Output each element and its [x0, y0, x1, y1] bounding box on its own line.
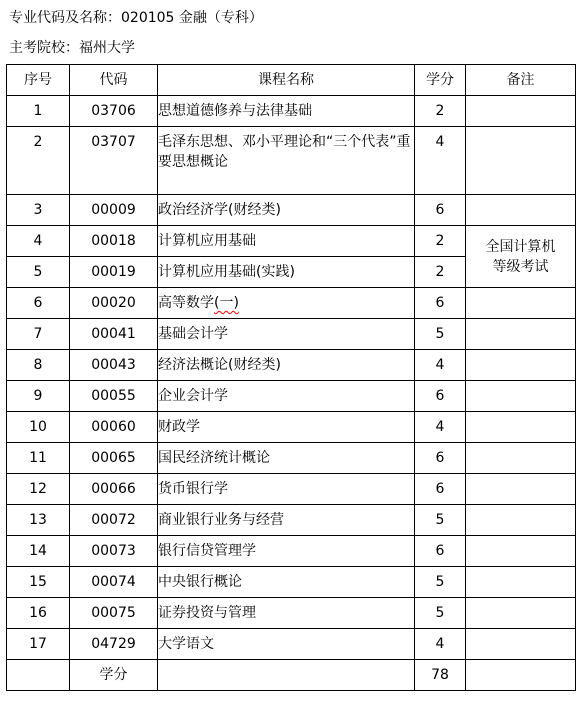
- row-course-name: 经济法概论(财经类): [158, 350, 415, 381]
- row-note: [466, 598, 576, 629]
- row-course-name: 毛泽东思想、邓小平理论和“三个代表”重要思想概论: [158, 127, 415, 195]
- row-credit: 4: [415, 412, 466, 443]
- row-course-name: 思想道德修养与法律基础: [158, 96, 415, 127]
- row-code: 00074: [70, 567, 158, 598]
- row-no: 5: [7, 257, 70, 288]
- table-row: [7, 474, 576, 505]
- row-no: 7: [7, 319, 70, 350]
- row-course-name: 大学语文: [158, 629, 415, 660]
- row-note: [466, 319, 576, 350]
- row-credit: 5: [415, 567, 466, 598]
- row-no: 1: [7, 96, 70, 127]
- row-course-name: 政治经济学(财经类): [158, 195, 415, 226]
- row-code: 00043: [70, 350, 158, 381]
- row-code: 03706: [70, 96, 158, 127]
- col-header-credit: 学分: [415, 65, 466, 96]
- row-credit: 5: [415, 598, 466, 629]
- table-row: [7, 536, 576, 567]
- total-note: [466, 660, 576, 691]
- row-note: [466, 474, 576, 505]
- table-row: [7, 629, 576, 660]
- row-no: 4: [7, 226, 70, 257]
- table-row: [7, 288, 576, 319]
- row-code: 00072: [70, 505, 158, 536]
- row-note: [466, 629, 576, 660]
- row-credit: 6: [415, 474, 466, 505]
- row-note: [466, 412, 576, 443]
- col-header-code: 代码: [70, 65, 158, 96]
- row-note: [466, 195, 576, 226]
- row-credit: 5: [415, 319, 466, 350]
- col-header-no: 序号: [7, 65, 70, 96]
- spellcheck-underline: (一): [214, 295, 239, 311]
- row-code: 00073: [70, 536, 158, 567]
- table-row: [7, 598, 576, 629]
- row-note: [466, 127, 576, 195]
- table-header-row: [7, 65, 576, 96]
- total-no: [7, 660, 70, 691]
- row-note: [466, 350, 576, 381]
- table-row: [7, 567, 576, 598]
- table-row: [7, 443, 576, 474]
- row-credit: 5: [415, 505, 466, 536]
- row-course-name: 商业银行业务与经营: [158, 505, 415, 536]
- row-code: 04729: [70, 629, 158, 660]
- row-no: 15: [7, 567, 70, 598]
- row-code: 00055: [70, 381, 158, 412]
- row-credit: 6: [415, 443, 466, 474]
- row-note: [466, 505, 576, 536]
- row-code: 00066: [70, 474, 158, 505]
- row-note: [466, 96, 576, 127]
- course-table: [6, 64, 576, 691]
- row-credit: 4: [415, 629, 466, 660]
- row-credit: 6: [415, 288, 466, 319]
- row-code: 00060: [70, 412, 158, 443]
- row-course-name: 基础会计学: [158, 319, 415, 350]
- note-line-2: 等级考试: [492, 258, 549, 275]
- table-row: [7, 505, 576, 536]
- row-course-name: 中央银行概论: [158, 567, 415, 598]
- row-code: 00075: [70, 598, 158, 629]
- total-credit: 78: [415, 660, 466, 691]
- row-course-name: 货币银行学: [158, 474, 415, 505]
- row-credit: 6: [415, 536, 466, 567]
- row-credit: 2: [415, 96, 466, 127]
- row-credit: 6: [415, 381, 466, 412]
- table-row: [7, 195, 576, 226]
- row-credit: 2: [415, 226, 466, 257]
- table-row: [7, 319, 576, 350]
- row-no: 10: [7, 412, 70, 443]
- row-no: 3: [7, 195, 70, 226]
- row-course-name: 证券投资与管理: [158, 598, 415, 629]
- row-no: 8: [7, 350, 70, 381]
- row-code: 03707: [70, 127, 158, 195]
- row-no: 13: [7, 505, 70, 536]
- row-no: 9: [7, 381, 70, 412]
- row-credit: 4: [415, 350, 466, 381]
- row-note-merged: [466, 226, 576, 288]
- row-no: 17: [7, 629, 70, 660]
- row-note: [466, 381, 576, 412]
- table-row: [7, 96, 576, 127]
- row-no: 2: [7, 127, 70, 195]
- row-course-name: 计算机应用基础: [158, 226, 415, 257]
- row-code: 00018: [70, 226, 158, 257]
- course-name-prefix: 高等数学: [158, 295, 214, 311]
- row-no: 14: [7, 536, 70, 567]
- col-header-name: 课程名称: [158, 65, 415, 96]
- table-total-row: [7, 660, 576, 691]
- row-no: 12: [7, 474, 70, 505]
- total-label: 学分: [70, 660, 158, 691]
- note-line-1: 全国计算机: [485, 238, 556, 255]
- table-row: [7, 127, 576, 195]
- row-note: [466, 288, 576, 319]
- total-name: [158, 660, 415, 691]
- major-title: 专业代码及名称：020105 金融（专科）: [9, 10, 263, 26]
- row-course-name: 财政学: [158, 412, 415, 443]
- row-no: 6: [7, 288, 70, 319]
- row-credit: 2: [415, 257, 466, 288]
- row-credit: 4: [415, 127, 466, 195]
- row-code: 00041: [70, 319, 158, 350]
- row-code: 00020: [70, 288, 158, 319]
- row-note: [466, 536, 576, 567]
- table-row: [7, 350, 576, 381]
- row-course-name: 计算机应用基础(实践): [158, 257, 415, 288]
- col-header-note: 备注: [466, 65, 576, 96]
- row-course-name: 银行信贷管理学: [158, 536, 415, 567]
- table-row: [7, 381, 576, 412]
- row-code: 00009: [70, 195, 158, 226]
- row-code: 00019: [70, 257, 158, 288]
- table-row: [7, 412, 576, 443]
- table-row: [7, 226, 576, 257]
- row-course-name: 国民经济统计概论: [158, 443, 415, 474]
- row-no: 11: [7, 443, 70, 474]
- row-credit: 6: [415, 195, 466, 226]
- row-no: 16: [7, 598, 70, 629]
- row-note: [466, 443, 576, 474]
- row-note: [466, 567, 576, 598]
- exam-school: 主考院校：福州大学: [9, 40, 135, 56]
- row-course-name: [158, 288, 415, 319]
- row-course-name: 企业会计学: [158, 381, 415, 412]
- row-code: 00065: [70, 443, 158, 474]
